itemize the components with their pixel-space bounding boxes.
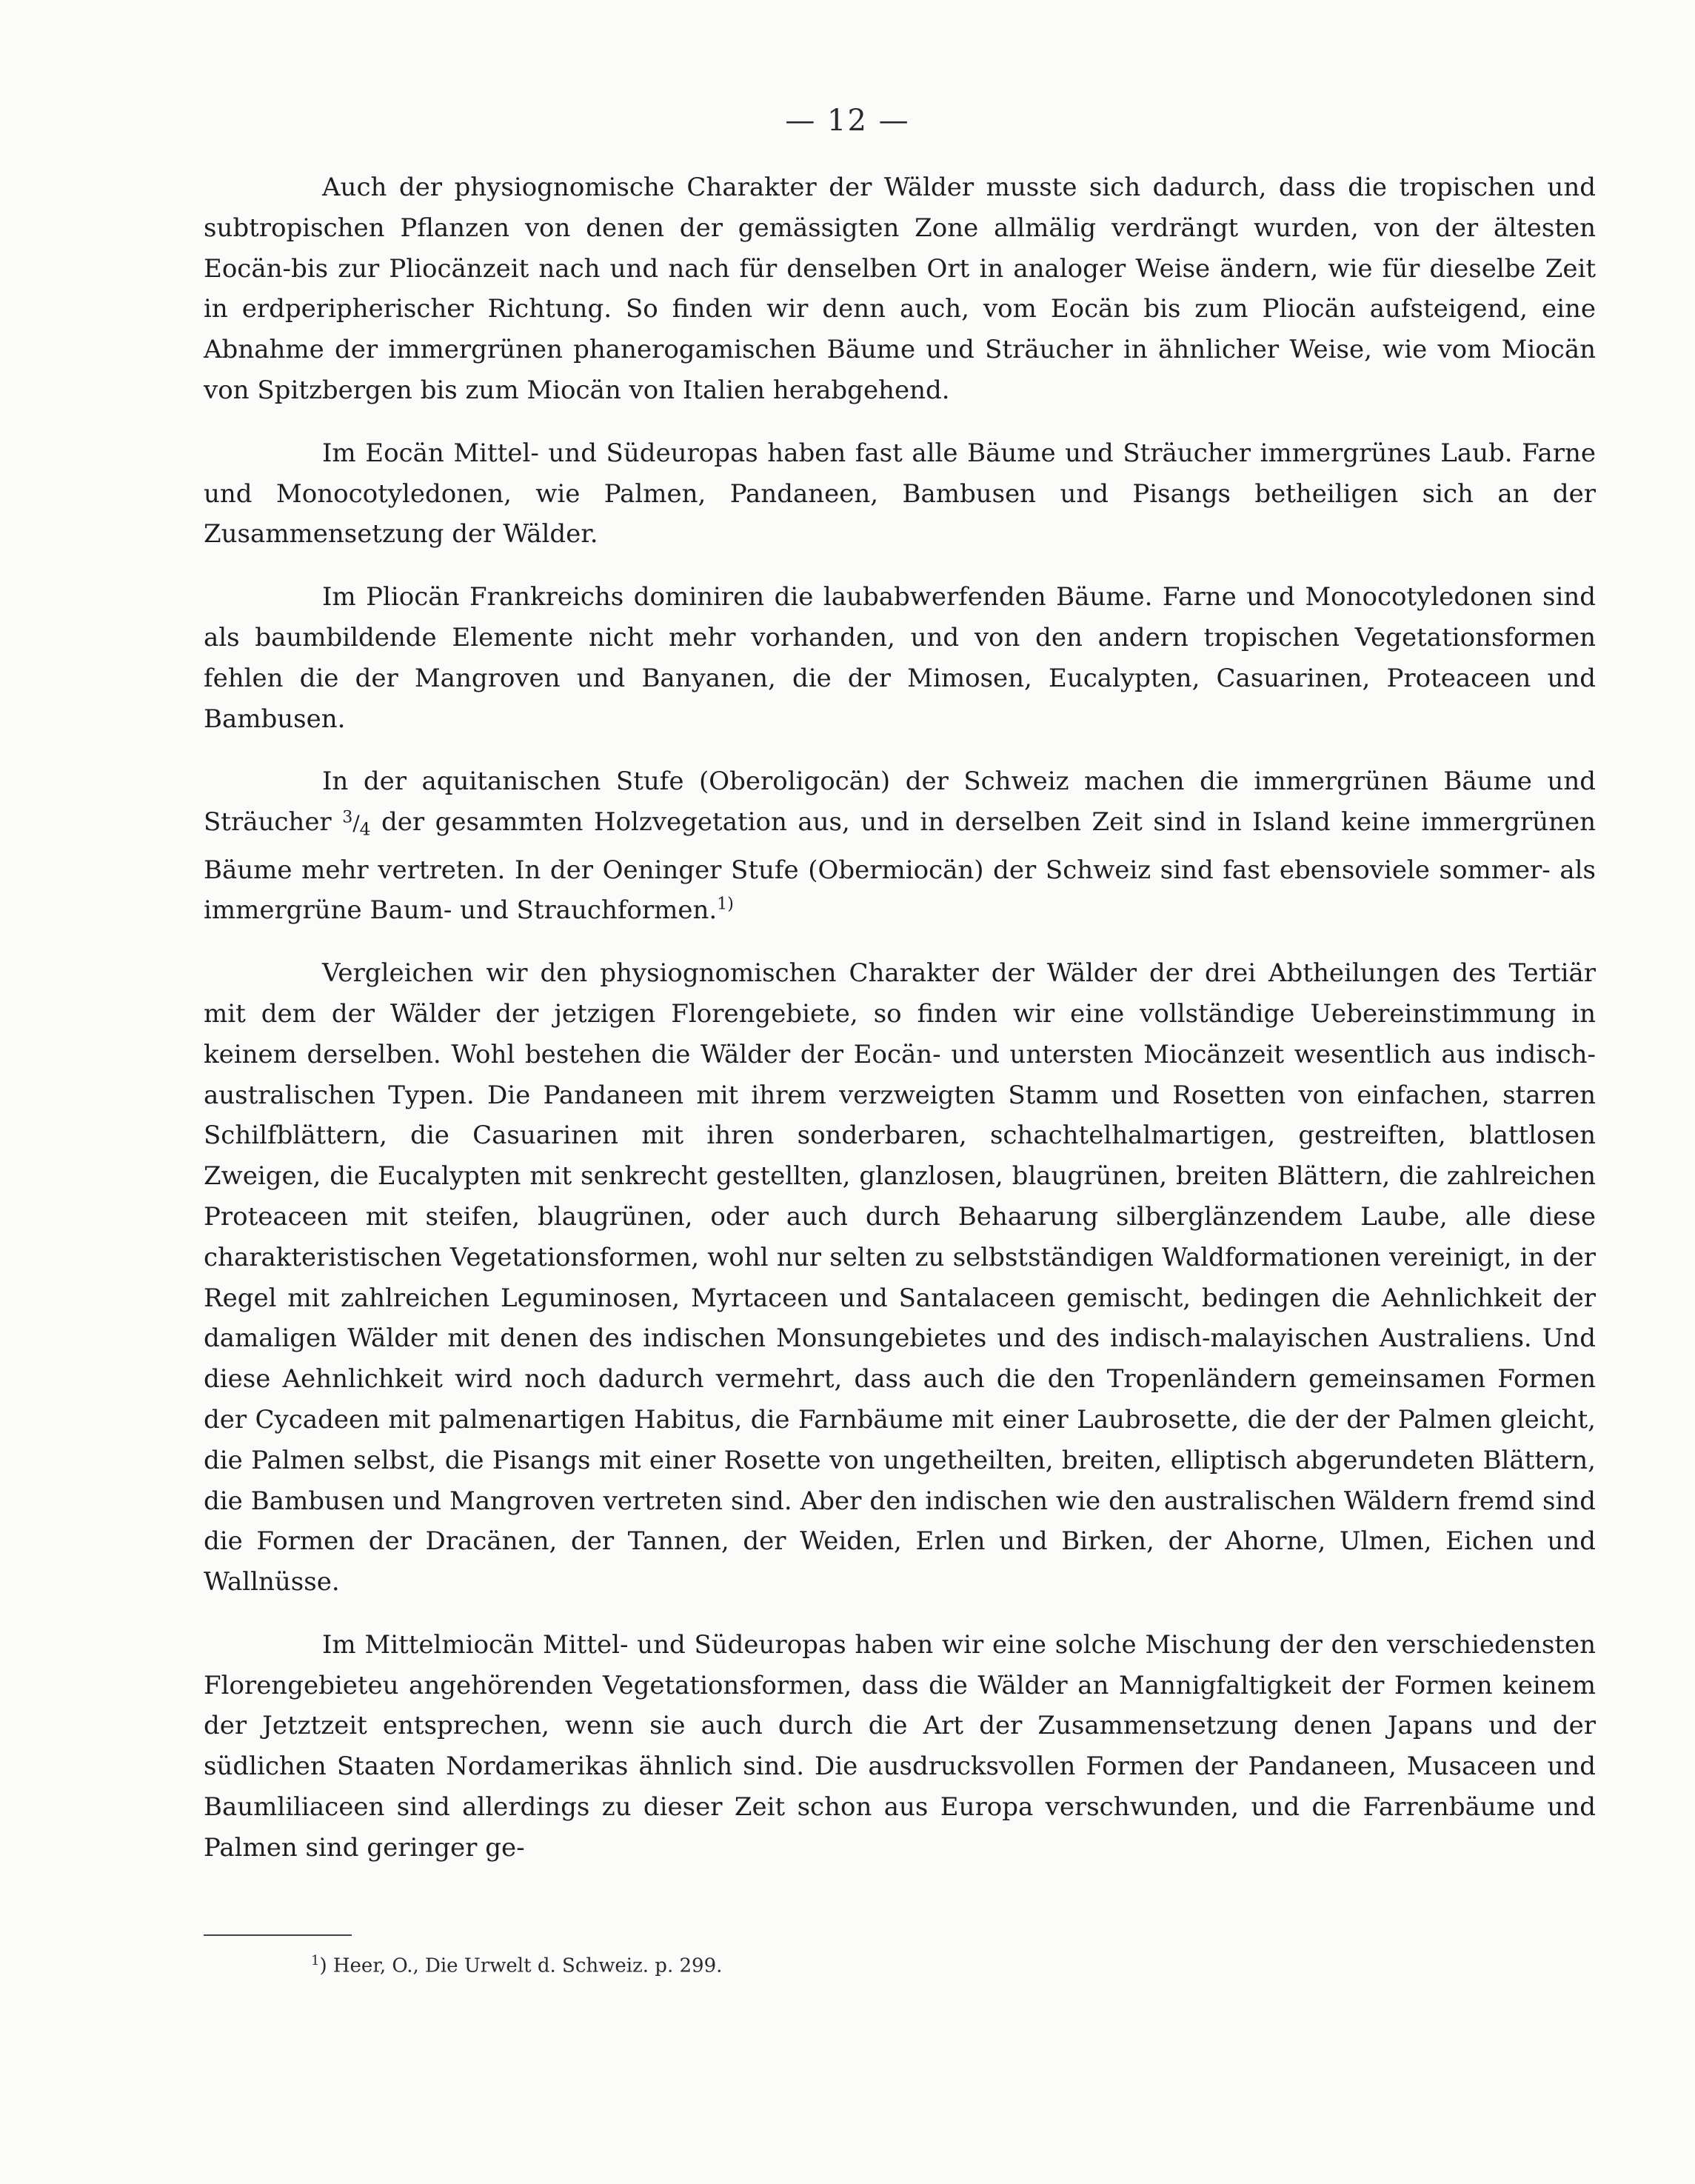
paragraph-6: Im Mittelmiocän Mittel- und Südeuropas haben wir eine solche Mischung der den verschiedensten Florengebieteu angehörenden Vegetationsformen, dass die Wälder an Mannigfaltigkeit der Formen keinem der Jetztzeit entsprechen, wenn sie auch durch die Art der Zusammensetzung denen Japans und der südlichen Staaten Nordamerikas ähnlich sind. Die ausdrucksvollen Formen der Pandaneen, Musaceen und Baumliliaceen sind allerdings zu dieser Zeit schon aus Europa verschwunden, und die Farrenbäume und Palmen sind geringer ge-	[204, 1629, 1596, 1863]
paragraph-4-text-a: In der aquitanischen Stufe (Oberoligocän) der Schweiz machen die immergrünen Bäume und Sträucher	[204, 767, 1596, 838]
footnote-reference: 1)	[717, 895, 734, 915]
paragraph-3: Im Pliocän Frankreichs dominiren die laubabwerfenden Bäume. Farne und Monocotyledonen sind als baumbildende Elemente nicht mehr vorhanden, und von den andern tropischen Vegetationsformen fehlen die der Mangroven und Banyanen, die der Mimosen, Eucalypten, Casuarinen, Proteaceen und Bambusen.	[204, 582, 1596, 734]
footnote	[311, 1948, 722, 1980]
footnote-paren: )	[319, 1954, 327, 1977]
page-number: — 12 —	[785, 104, 910, 138]
paragraph-2: Im Eocän Mittel- und Südeuropas haben fast alle Bäume und Sträucher immergrünes Laub. Farne und Monocotyledonen, wie Palmen, Pandaneen, Bambusen und Pisangs betheiligen sich an der Zusammensetzung der Wälder.	[204, 438, 1596, 550]
paragraph-4-text-b: der gesammten Holzvegetation aus, und in derselben Zeit sind in Island keine immergrünen Bäume mehr vertreten. In der Oeninger Stufe (Obermiocän) der Schweiz sind fast ebensoviele sommer- als immergrüne Baum- und Strauchformen.	[204, 807, 1596, 926]
fraction: $^3/_4$	[342, 808, 371, 840]
fraction-numerator: 3	[342, 808, 353, 827]
body-text	[204, 167, 1596, 1891]
paragraph-5: Vergleichen wir den physiognomischen Charakter der Wälder der drei Abtheilungen des Tertiär mit dem der Wälder der jetzigen Florengebiete, so finden wir eine vollständige Uebereinstimmung in keinem derselben. Wohl bestehen die Wälder der Eocän- und untersten Miocänzeit wesentlich aus indisch-australischen Typen. Die Pandaneen mit ihrem verzweigten Stamm und Rosetten von einfachen, starren Schilfblättern, die Casuarinen mit ihren sonderbaren, schachtelhalmartigen, gestreiften, blattlosen Zweigen, die Eucalypten mit senkrecht gestellten, glanzlosen, blaugrünen, breiten Blättern, die zahlreichen Proteaceen mit steifen, blaugrünen, oder auch durch Behaarung silberglänzendem Laube, alle diese charakteristischen Vegetationsformen, wohl nur selten zu selbstständigen Waldformationen vereinigt, in der Regel mit zahlreichen Leguminosen, Myrtaceen und Santalaceen gemischt, bedingen die Aehnlichkeit der damaligen Wälder mit denen des indischen Monsungebietes und des indisch-malayischen Australiens. Und diese Aehnlichkeit wird noch dadurch vermehrt, dass auch die den Tropenländern gemeinsamen Formen der Cycadeen mit palmenartigen Habitus, die Farnbäume mit einer Laubrosette, die der der Palmen gleicht, die Palmen selbst, die Pisangs mit einer Rosette von ungetheilten, breiten, elliptisch abgerundeten Blättern, die Bambusen und Mangroven vertreten sind. Aber den indischen wie den australischen Wäldern fremd sind die Formen der Dracänen, der Tannen, der Weiden, Erlen und Birken, der Ahorne, Ulmen, Eichen und Wallnüsse.	[204, 958, 1596, 1597]
footnote-text: Heer, O., Die Urwelt d. Schweiz. p. 299.	[327, 1954, 723, 1977]
footnote-marker: 1	[311, 1953, 320, 1968]
paragraph-4	[204, 761, 1596, 931]
fraction-denominator: 4	[359, 818, 371, 840]
footnote-divider	[204, 1934, 352, 1936]
paragraph-1: Auch der physiognomische Charakter der Wälder musste sich dadurch, dass die tropischen und subtropischen Pflanzen von denen der gemässigten Zone allmälig verdrängt wurden, von der ältesten Eocän-bis zur Pliocänzeit nach und nach für denselben Ort in analoger Weise ändern, wie für dieselbe Zeit in erdperipherischer Richtung. So finden wir denn auch, vom Eocän bis zum Pliocän aufsteigend, eine Abnahme der immergrünen phanerogamischen Bäume und Sträucher in ähnlicher Weise, wie vom Miocän von Spitzbergen bis zum Miocän von Italien herabgehend.	[204, 173, 1596, 405]
